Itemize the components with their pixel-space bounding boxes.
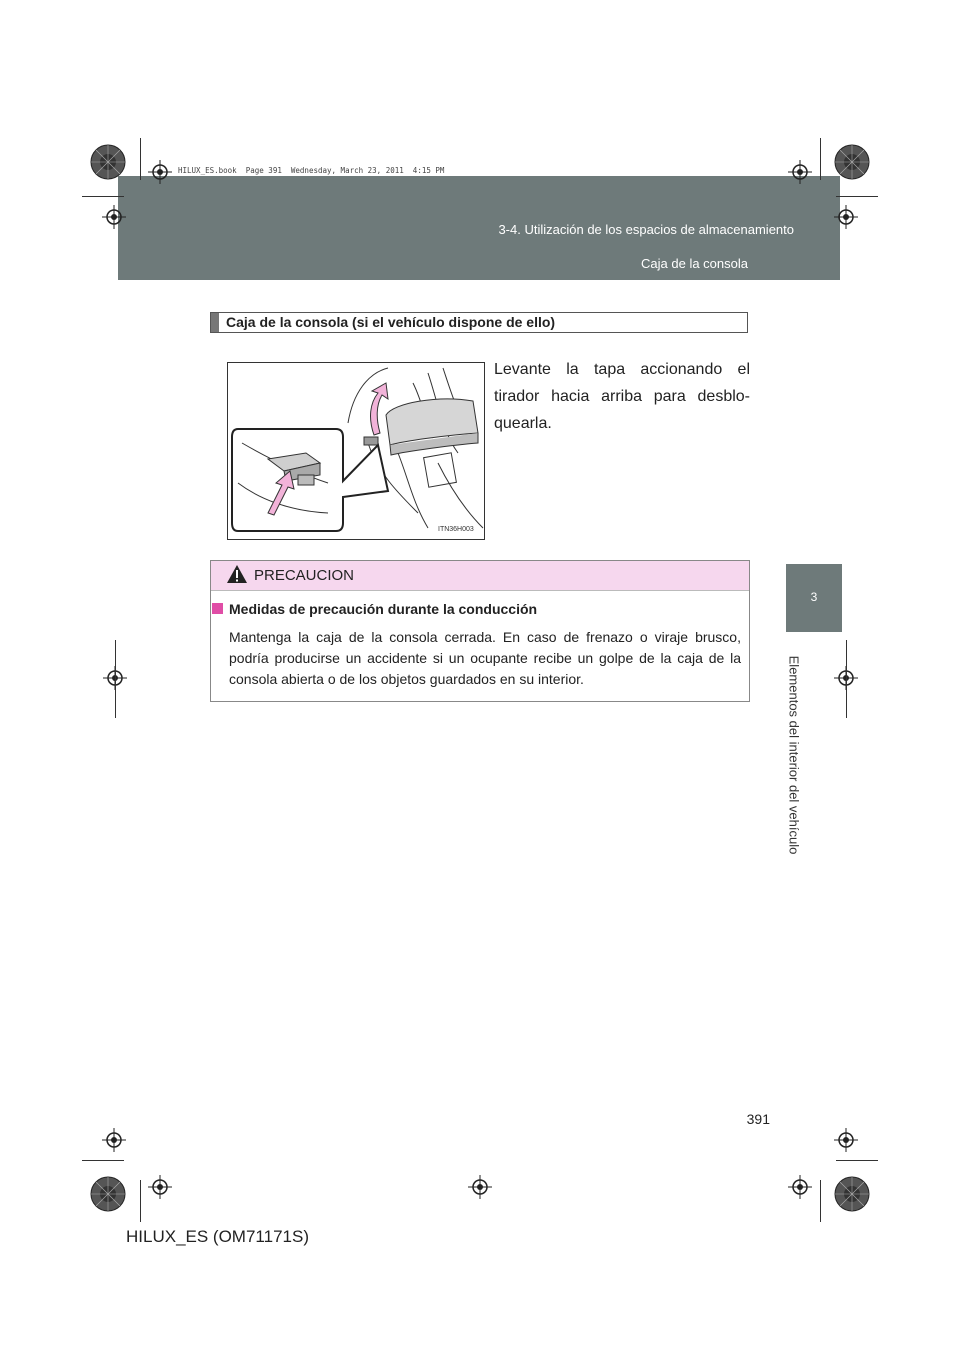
section-heading-accent bbox=[211, 313, 219, 332]
trim-line bbox=[820, 138, 821, 180]
color-target-icon bbox=[834, 144, 870, 180]
trim-line bbox=[846, 640, 847, 718]
page-number: 391 bbox=[746, 1111, 770, 1127]
trim-line bbox=[836, 196, 878, 197]
caution-item-title: Medidas de precaución durante la conducción bbox=[229, 601, 538, 617]
section-heading: Caja de la consola (si el vehículo dispone de ello) bbox=[226, 314, 556, 330]
color-target-icon bbox=[834, 1176, 870, 1212]
registration-crosshair-icon bbox=[148, 160, 172, 184]
instruction-text: Levante la tapa accionando el tirador hacia arriba para desblo-quearla. bbox=[494, 361, 750, 432]
print-info: HILUX_ES.book Page 391 Wednesday, March 23, 2011 4:15 PM bbox=[178, 166, 445, 175]
illustration-code: ITN36H003 bbox=[438, 526, 474, 533]
trim-line bbox=[836, 1160, 878, 1161]
registration-crosshair-icon bbox=[468, 1175, 492, 1199]
document-id: HILUX_ES (OM71171S) bbox=[126, 1227, 309, 1246]
trim-line bbox=[140, 1180, 141, 1222]
registration-crosshair-icon bbox=[834, 205, 858, 229]
color-target-icon bbox=[90, 1176, 126, 1212]
caution-item-text: Mantenga la caja de la consola cerrada. En caso de frenazo o viraje brusco, podría producirse un accidente si un ocupante recibe un golpe de la caja de la consola abierta o de los objetos guardados en su interior. bbox=[229, 629, 741, 687]
trim-line bbox=[140, 138, 141, 180]
section-title: 3-4. Utilización de los espacios de almacenamiento bbox=[498, 222, 794, 237]
caution-item-marker bbox=[212, 603, 223, 614]
trim-line bbox=[82, 1160, 124, 1161]
warning-triangle-icon bbox=[226, 564, 248, 584]
registration-crosshair-icon bbox=[102, 1128, 126, 1152]
caution-title: PRECAUCION bbox=[254, 567, 355, 584]
chapter-label: Elementos del interior del vehículo bbox=[786, 655, 802, 855]
chapter-number: 3 bbox=[810, 590, 818, 604]
chapter-label-container bbox=[770, 640, 818, 870]
trim-line bbox=[115, 640, 116, 718]
console-box-illustration bbox=[227, 362, 485, 540]
trim-line bbox=[820, 1180, 821, 1222]
trim-line bbox=[82, 196, 124, 197]
registration-crosshair-icon bbox=[788, 160, 812, 184]
console-box-drawing bbox=[228, 363, 484, 539]
subsection-title: Caja de la consola bbox=[641, 256, 748, 271]
registration-crosshair-icon bbox=[148, 1175, 172, 1199]
registration-crosshair-icon bbox=[788, 1175, 812, 1199]
color-target-icon bbox=[90, 144, 126, 180]
registration-crosshair-icon bbox=[102, 205, 126, 229]
registration-crosshair-icon bbox=[834, 1128, 858, 1152]
